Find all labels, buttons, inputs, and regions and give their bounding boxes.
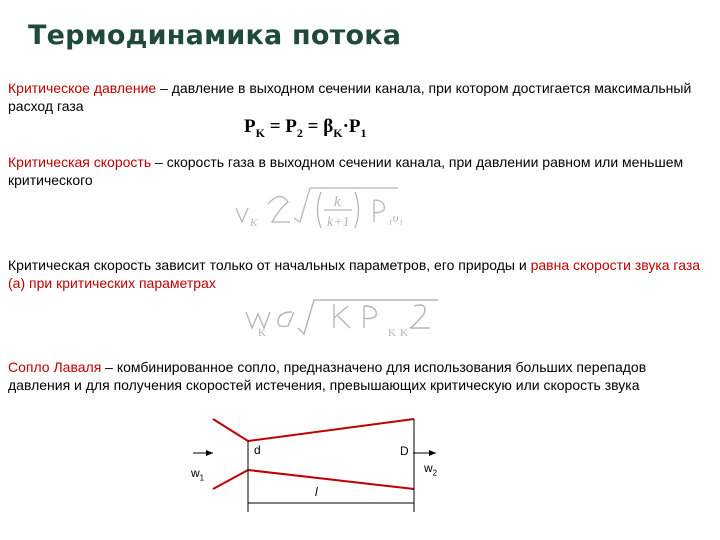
svg-text:K: K xyxy=(258,327,266,339)
critical-pressure-formula: $P_K = P_2 = \beta_K\cdot P_1$ xyxy=(244,116,367,140)
velocity-dependency-part1: Критическая скорость зависит только от начальных параметров, его природы и xyxy=(8,257,531,273)
outlet-velocity-label: $w_2$ xyxy=(424,461,438,478)
nozzle-walls xyxy=(213,419,414,489)
inlet-velocity-label: $w_1$ xyxy=(191,466,205,483)
critical-velocity-term: Критическая скорость xyxy=(8,154,152,170)
svg-text:k: k xyxy=(334,194,341,210)
nozzle-length-label: l xyxy=(315,485,318,499)
critical-pressure-text: – давление в выходном сечении канала, при котором достигается максимальный расход газа xyxy=(8,80,692,114)
critical-velocity-text: – скорость газа в выходном сечении канала, при давлении равном или меньшем критического xyxy=(8,154,684,188)
svg-text:K: K xyxy=(250,217,258,229)
outlet-diameter-label: D xyxy=(400,444,409,458)
critical-pressure-term: Критическое давление xyxy=(8,80,157,96)
page-title: Термодинамика потока xyxy=(28,20,402,51)
laval-nozzle-text: – комбинированное сопло, предназначено для использования больших перепадов давления и для получения скоростей истечения, превышающих критическую или скорость звука xyxy=(8,359,647,393)
svg-text:K: K xyxy=(388,327,396,339)
svg-text:K: K xyxy=(400,327,408,339)
svg-text:k+1: k+1 xyxy=(327,215,350,230)
velocity-dependency-part2: равна скорости звука газа (а) при критических параметрах xyxy=(8,257,701,291)
laval-nozzle-term: Сопло Лаваля xyxy=(8,359,102,375)
throat-diameter-label: d xyxy=(254,443,261,457)
svg-text:₁υ₁: ₁υ₁ xyxy=(388,210,404,225)
